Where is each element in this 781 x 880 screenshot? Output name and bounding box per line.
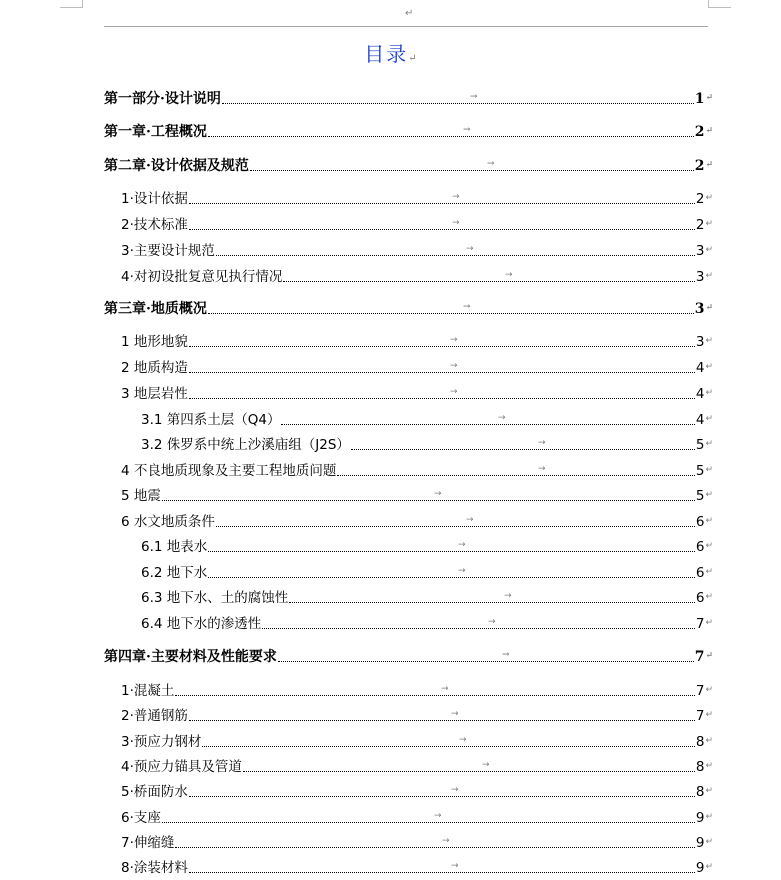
toc-entry-label: 3 地层岩性 [121,386,188,402]
paragraph-mark-icon: ↵ [705,736,713,746]
toc-entry-label: 6.3 地下水、土的腐蚀性 [141,590,289,606]
toc-entry-page: 1 [694,91,705,107]
paragraph-mark-icon: ↵ [705,786,713,796]
dot-leader [278,648,694,666]
toc-entry-label: 8·涂装材料 [121,860,188,876]
dot-leader [262,615,695,633]
toc-title [0,38,781,67]
dot-leader [216,242,695,260]
toc-entry-label: 第一章·工程概况 [104,124,207,140]
paragraph-mark-icon: ↵ [705,160,713,170]
toc-entry-page: 7 [695,616,705,632]
toc-entry[interactable] [121,268,713,286]
toc-entry[interactable] [121,216,713,234]
toc-entry[interactable] [121,385,713,403]
toc-entry[interactable] [121,834,713,852]
paragraph-mark-icon: ↵ [705,541,713,551]
toc-entry[interactable] [121,733,713,751]
paragraph-mark-icon: ↵ [705,490,713,500]
paragraph-mark-icon: ↵ [705,465,713,475]
toc-entry-page: 5 [695,463,705,479]
toc-entry-label: 6.1 地表水 [141,539,208,555]
toc-entry-label: 2·普通钢筋 [121,708,188,724]
paragraph-mark-icon: ↵ [705,362,713,372]
dot-leader [208,300,694,318]
toc-entry-page: 9 [695,835,705,851]
tab-arrow-icon: → [434,489,442,499]
toc-entry[interactable] [121,513,713,531]
dot-leader [189,190,695,208]
toc-entry-page: 2 [695,191,705,207]
toc-entry-page: 4 [695,386,705,402]
toc-entry[interactable] [121,682,713,700]
tab-arrow-icon: → [452,218,460,228]
tab-arrow-icon: → [442,836,450,846]
toc-entry-label: 4 不良地质现象及主要工程地质问题 [121,463,337,479]
toc-entry[interactable] [141,538,713,556]
toc-entry-label: 4·预应力锚具及管道 [121,759,242,775]
dot-leader [208,123,694,141]
dot-leader [189,783,695,801]
tab-arrow-icon: → [466,515,474,525]
toc-entry-page: 3 [694,301,705,317]
tab-arrow-icon: → [488,617,496,627]
dot-leader [189,385,695,403]
tab-arrow-icon: → [466,244,474,254]
dot-leader [281,411,694,429]
toc-entry-label: 5 地震 [121,488,161,504]
tab-arrow-icon: → [450,335,458,345]
toc-entry-page: 5 [695,488,705,504]
toc-entry[interactable] [141,615,713,633]
tab-arrow-icon: → [451,785,459,795]
header-rule [104,26,708,27]
toc-entry[interactable] [104,157,713,175]
dot-leader [189,359,695,377]
toc-entry-page: 6 [695,514,705,530]
toc-entry-page: 7 [695,683,705,699]
tab-arrow-icon: → [434,811,442,821]
toc-entry-label: 1·设计依据 [121,191,188,207]
tab-arrow-icon: → [505,270,513,280]
dot-leader [202,733,694,751]
toc-entry-page: 9 [695,860,705,876]
toc-entry[interactable] [104,648,713,666]
toc-entry[interactable] [121,487,713,505]
toc-entry-page: 4 [695,360,705,376]
toc-entry[interactable] [141,436,713,454]
toc-entry-page: 8 [695,734,705,750]
paragraph-mark-icon: ↵ [705,414,713,424]
paragraph-mark-icon: ↵ [705,439,713,449]
dot-leader [222,90,694,108]
toc-entry-page: 6 [695,539,705,555]
toc-entry-page: 8 [695,759,705,775]
toc-entry-page: 7 [695,708,705,724]
toc-entry-label: 第二章·设计依据及规范 [104,158,249,174]
tab-arrow-icon: → [502,650,510,660]
toc-entry-page: 3 [695,243,705,259]
paragraph-mark-icon: ↵ [705,761,713,771]
paragraph-mark-icon: ↵ [705,685,713,695]
toc-entry-page: 4 [695,412,705,428]
tab-arrow-icon: → [538,464,546,474]
toc-entry[interactable] [104,90,713,108]
toc-entry[interactable] [121,783,713,801]
toc-entry[interactable] [121,242,713,260]
toc-entry-label: 第一部分·设计说明 [104,91,221,107]
paragraph-mark-icon: ↵ [705,271,713,281]
toc-entry-label: 3·主要设计规范 [121,243,215,259]
toc-entry[interactable] [121,462,713,480]
dot-leader [208,564,695,582]
tab-arrow-icon: → [450,387,458,397]
toc-entry[interactable] [121,359,713,377]
paragraph-mark-icon: ↵ [705,126,713,136]
crop-mark-right-h [709,7,731,8]
tab-arrow-icon: → [538,438,546,448]
toc-entry-label: 第四章·主要材料及性能要求 [104,649,277,665]
tab-arrow-icon: → [458,566,466,576]
dot-leader [189,859,695,877]
paragraph-mark-icon: ↵ [705,245,713,255]
paragraph-mark-icon: ↵ [408,53,417,64]
paragraph-mark-icon: ↵ [705,93,713,103]
toc-entry-page: 2 [694,124,705,140]
toc-entry[interactable] [141,589,713,607]
dot-leader [337,462,694,480]
tab-arrow-icon: → [451,709,459,719]
crop-mark-left-v [82,0,83,8]
tab-arrow-icon: → [450,361,458,371]
toc-entry[interactable] [121,758,713,776]
toc-entry-label: 2 地质构造 [121,360,188,376]
paragraph-mark-icon: ↵ [705,219,713,229]
toc-entry-label: 6·支座 [121,810,161,826]
dot-leader [208,538,695,556]
paragraph-mark-icon: ↵ [705,618,713,628]
tab-arrow-icon: → [487,159,495,169]
toc-entry-label: 3·预应力钢材 [121,734,202,750]
toc-entry[interactable] [121,859,713,877]
paragraph-mark-icon: ↵ [705,837,713,847]
dot-leader [283,268,694,286]
dot-leader [250,157,694,175]
dot-leader [175,834,694,852]
tab-arrow-icon: → [504,591,512,601]
dot-leader [351,436,695,454]
toc-entry-page: 3 [695,269,705,285]
paragraph-mark-icon: ↵ [705,651,713,661]
paragraph-mark-icon: ↵ [705,710,713,720]
paragraph-mark-icon: ↵ [705,812,713,822]
toc-entry[interactable] [121,190,713,208]
paragraph-mark-icon: ↵ [705,516,713,526]
toc-entry[interactable] [141,564,713,582]
toc-entry-page: 3 [695,334,705,350]
toc-entry-label: 3.1 第四系土层（Q4） [141,412,281,428]
toc-entry-page: 8 [695,784,705,800]
dot-leader [175,682,694,700]
paragraph-mark-icon: ↵ [705,592,713,602]
tab-arrow-icon: → [463,302,471,312]
toc-entry-label: 4·对初设批复意见执行情况 [121,269,283,285]
toc-entry-label: 1 地形地貌 [121,334,188,350]
tab-arrow-icon: → [458,540,466,550]
tab-arrow-icon: → [463,125,471,135]
dot-leader [189,707,695,725]
tab-arrow-icon: → [441,684,449,694]
toc-entry[interactable] [141,411,713,429]
tab-arrow-icon: → [451,861,459,871]
dot-leader [289,589,695,607]
toc-entry[interactable] [121,809,713,827]
toc-entry-page: 5 [695,437,705,453]
paragraph-mark-icon: ↵ [405,8,414,19]
toc-entry[interactable] [104,123,713,141]
toc-entry-label: 3.2 侏罗系中统上沙溪庙组（J2S） [141,437,350,453]
toc-entry-page: 6 [695,565,705,581]
dot-leader [162,809,695,827]
toc-entry-page: 2 [695,217,705,233]
dot-leader [189,216,695,234]
toc-entry[interactable] [121,707,713,725]
toc-entry-page: 6 [695,590,705,606]
paragraph-mark-icon: ↵ [705,303,713,313]
paragraph-mark-icon: ↵ [705,862,713,872]
toc-entry-label: 6.4 地下水的渗透性 [141,616,262,632]
dot-leader [162,487,695,505]
toc-title-text: 目录 [364,42,409,66]
tab-arrow-icon: → [482,760,490,770]
tab-arrow-icon: → [459,735,467,745]
paragraph-mark-icon: ↵ [705,567,713,577]
toc-entry-page: 7 [694,649,705,665]
paragraph-mark-icon: ↵ [705,336,713,346]
toc-entry-label: 1·混凝土 [121,683,175,699]
toc-entry-page: 9 [695,810,705,826]
paragraph-mark-icon: ↵ [705,193,713,203]
toc-entry[interactable] [121,333,713,351]
crop-mark-left-h [60,7,82,8]
toc-entry-page: 2 [694,158,705,174]
dot-leader [216,513,695,531]
toc-entry[interactable] [104,300,713,318]
dot-leader [243,758,695,776]
tab-arrow-icon: → [470,92,478,102]
tab-arrow-icon: → [498,413,506,423]
toc-entry-label: 2·技术标准 [121,217,188,233]
toc-entry-label: 第三章·地质概况 [104,301,207,317]
toc-entry-label: 5·桥面防水 [121,784,188,800]
tab-arrow-icon: → [452,192,460,202]
toc-entry-label: 7·伸缩缝 [121,835,175,851]
toc-entry-label: 6 水文地质条件 [121,514,215,530]
paragraph-mark-icon: ↵ [705,388,713,398]
toc-entry-label: 6.2 地下水 [141,565,208,581]
dot-leader [189,333,695,351]
